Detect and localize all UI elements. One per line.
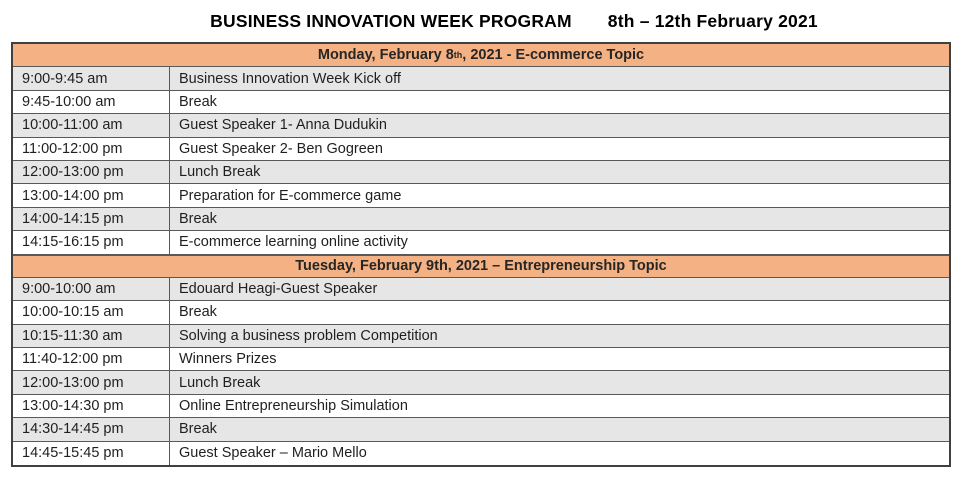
time-cell: 14:30-14:45 pm [13, 418, 170, 440]
schedule-row [13, 138, 949, 161]
schedule-row [13, 91, 949, 114]
time-cell: 10:00-10:15 am [13, 301, 170, 323]
activity-cell: Break [179, 304, 217, 321]
section-header-text-suffix: , 2021 - E-commerce Topic [462, 47, 645, 64]
activity-cell: Guest Speaker 1- Anna Dudukin [179, 117, 387, 134]
day-section-tuesday [13, 255, 949, 466]
activity-cell: E-commerce learning online activity [179, 234, 408, 251]
time-cell: 13:00-14:00 pm [13, 184, 170, 206]
program-table [11, 42, 951, 467]
section-header-monday: Monday, February 8 th , 2021 - E-commerce Topic [13, 44, 949, 67]
schedule-row [13, 418, 949, 441]
schedule-row [13, 161, 949, 184]
schedule-row [13, 184, 949, 207]
time-cell: 9:45-10:00 am [13, 91, 170, 113]
section-header-text-prefix: Monday, February 8 [317, 47, 454, 64]
schedule-row [13, 371, 949, 394]
time-cell: 12:00-13:00 pm [13, 371, 170, 393]
activity-cell: Break [179, 421, 217, 438]
activity-cell: Business Innovation Week Kick off [179, 70, 401, 87]
schedule-row [13, 114, 949, 137]
activity-cell: Lunch Break [179, 164, 261, 181]
time-cell: 10:15-11:30 am [13, 325, 170, 347]
time-cell: 10:00-11:00 am [13, 114, 170, 136]
monday-rows [13, 67, 949, 254]
title-text: BUSINESS INNOVATION WEEK PROGRAM [210, 10, 572, 31]
time-cell: 12:00-13:00 pm [13, 161, 170, 183]
schedule-row [13, 395, 949, 418]
schedule-row [13, 325, 949, 348]
schedule-row [13, 208, 949, 231]
activity-cell: Winners Prizes [179, 351, 277, 368]
document-title [0, 0, 958, 42]
activity-cell: Preparation for E-commerce game [179, 187, 402, 204]
title-date-range: 8th – 12th February 2021 [607, 10, 818, 31]
activity-cell: Solving a business problem Competition [179, 327, 438, 344]
time-cell: 14:45-15:45 pm [13, 442, 170, 465]
activity-cell: Online Entrepreneurship Simulation [179, 398, 408, 415]
schedule-row [13, 231, 949, 254]
time-cell: 11:40-12:00 pm [13, 348, 170, 370]
activity-cell: Guest Speaker – Mario Mello [179, 445, 367, 462]
day-section-monday [13, 44, 949, 255]
time-cell: 9:00-9:45 am [13, 67, 170, 89]
tuesday-rows [13, 278, 949, 465]
activity-cell: Edouard Heagi-Guest Speaker [179, 281, 378, 298]
section-header-text-prefix: Tuesday, February 9th, 2021 – Entrepreneurship Topic [295, 258, 667, 275]
activity-cell: Lunch Break [179, 374, 261, 391]
activity-cell: Break [179, 210, 217, 227]
section-header-tuesday [13, 255, 949, 278]
schedule-row [13, 67, 949, 90]
schedule-row [13, 278, 949, 301]
schedule-row [13, 348, 949, 371]
time-cell: 9:00-10:00 am [13, 278, 170, 300]
schedule-row [13, 301, 949, 324]
time-cell: 11:00-12:00 pm [13, 138, 170, 160]
time-cell: 13:00-14:30 pm [13, 395, 170, 417]
activity-cell: Break [179, 93, 217, 110]
schedule-row [13, 442, 949, 465]
time-cell: 14:00-14:15 pm [13, 208, 170, 230]
activity-cell: Guest Speaker 2- Ben Gogreen [179, 140, 383, 157]
time-cell: 14:15-16:15 pm [13, 231, 170, 253]
